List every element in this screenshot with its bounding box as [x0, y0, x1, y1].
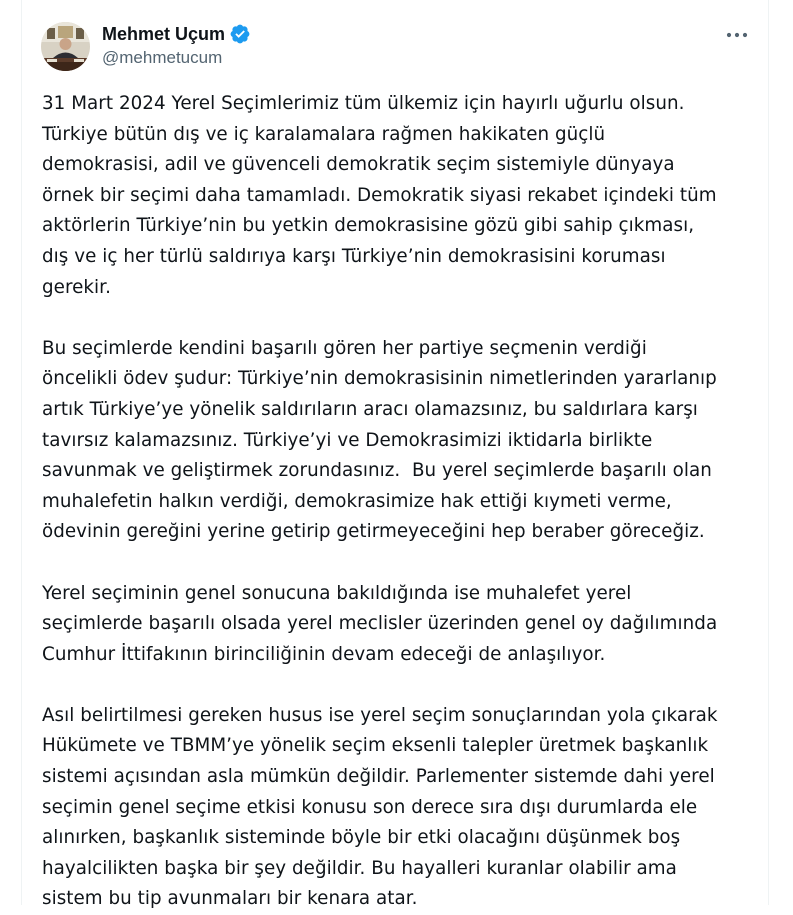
text-line: aktörlerin Türkiye’nin bu yetkin demokrasisine gözü gibi sahip çıkması, — [42, 215, 695, 237]
tweet-text — [42, 89, 762, 915]
paragraph-gap — [42, 548, 762, 579]
text-line: öncelikli ödev şudur: Türkiye’nin demokrasisinin nimetlerinden yararlanıp — [42, 368, 717, 390]
text-line: sistem bu tip avunmaları bir kenara atar. — [42, 888, 418, 910]
text-line: sistemi açısından asla mümkün değildir. Parlementer sistemde dahi yerel — [42, 766, 715, 788]
text-line: dış ve iç her türlü saldırıya karşı Türkiye’nin demokrasisini koruması — [42, 245, 666, 267]
text-line: ödevinin gereğini yerine getirip getirmeyeceğini hep beraber göreceğiz. — [42, 521, 705, 543]
name-row — [102, 22, 251, 46]
text-line: alınırken, başkanlık sisteminde böyle bir etki olacağını düşünmek boş — [42, 827, 681, 849]
text-line: Hükümete ve TBMM’ye yönelik seçim eksenli talepler üretmek başkanlık — [42, 735, 709, 757]
text-line: muhalefetin halkın verdiği, demokrasimize hak ettiği kıymeti verme, — [42, 490, 672, 512]
text-line: tavırsız kalamazsınız. Türkiye’yi ve Demokrasimizi iktidarla birlikte — [42, 429, 653, 451]
tweet-paragraph-3 — [42, 579, 762, 671]
text-line: Cumhur İttifakının birinciliğinin devam edeceği de anlaşılıyor. — [42, 643, 606, 665]
text-line: gerekir. — [42, 276, 111, 298]
text-line: Türkiye bütün dış ve iç karalamalara rağmen hakikaten güçlü — [42, 123, 606, 145]
text-line: Asıl belirtilmesi gereken husus ise yerel seçim sonuçlarından yola çıkarak — [42, 704, 718, 726]
text-line: seçimlerde başarılı olsada yerel meclisler üzerinden genel oy dağılımında — [42, 613, 718, 635]
tweet-paragraph-4 — [42, 701, 762, 915]
tweet-card — [21, 0, 769, 910]
text-line: örnek bir seçimi daha tamamladı. Demokratik siyasi rekabet içindeki tüm — [42, 184, 717, 206]
display-name[interactable]: Mehmet Uçum — [102, 23, 226, 44]
text-line: demokrasisi, adil ve güvenceli demokratik seçim sistemiyle dünyaya — [42, 154, 675, 176]
verified-badge-icon[interactable] — [229, 23, 251, 45]
text-line: Bu seçimlerde kendini başarılı gören her partiye seçmenin verdiği — [42, 337, 647, 359]
paragraph-gap — [42, 303, 762, 334]
more-options-icon — [726, 32, 748, 38]
tweet-paragraph-2 — [42, 334, 762, 548]
user-info — [102, 22, 251, 68]
more-options-button[interactable] — [724, 24, 750, 46]
text-line: seçimin genel seçime etkisi konusu son derece sıra dışı durumlarda ele — [42, 796, 698, 818]
user-handle[interactable]: @mehmetucum — [102, 48, 223, 67]
text-line: artık Türkiye’ye yönelik saldırıların aracı olamazsınız, bu saldırlara karşı — [42, 398, 698, 420]
tweet-header — [22, 0, 768, 90]
paragraph-gap — [42, 670, 762, 701]
text-line: 31 Mart 2024 Yerel Seçimlerimiz tüm ülkemiz için hayırlı uğurlu olsun. — [42, 93, 685, 114]
avatar[interactable] — [41, 22, 90, 71]
text-line: savunmak ve geliştirmek zorundasınız. Bu yerel seçimlerde başarılı olan — [42, 460, 712, 482]
avatar-image — [41, 22, 90, 71]
tweet-paragraph-1 — [42, 89, 762, 303]
text-line: Yerel seçiminin genel sonucuna bakıldığında ise muhalefet yerel — [42, 582, 632, 604]
text-line: hayalcilikten başka bir şey değildir. Bu hayalleri kuranlar olabilir ama — [42, 857, 677, 879]
